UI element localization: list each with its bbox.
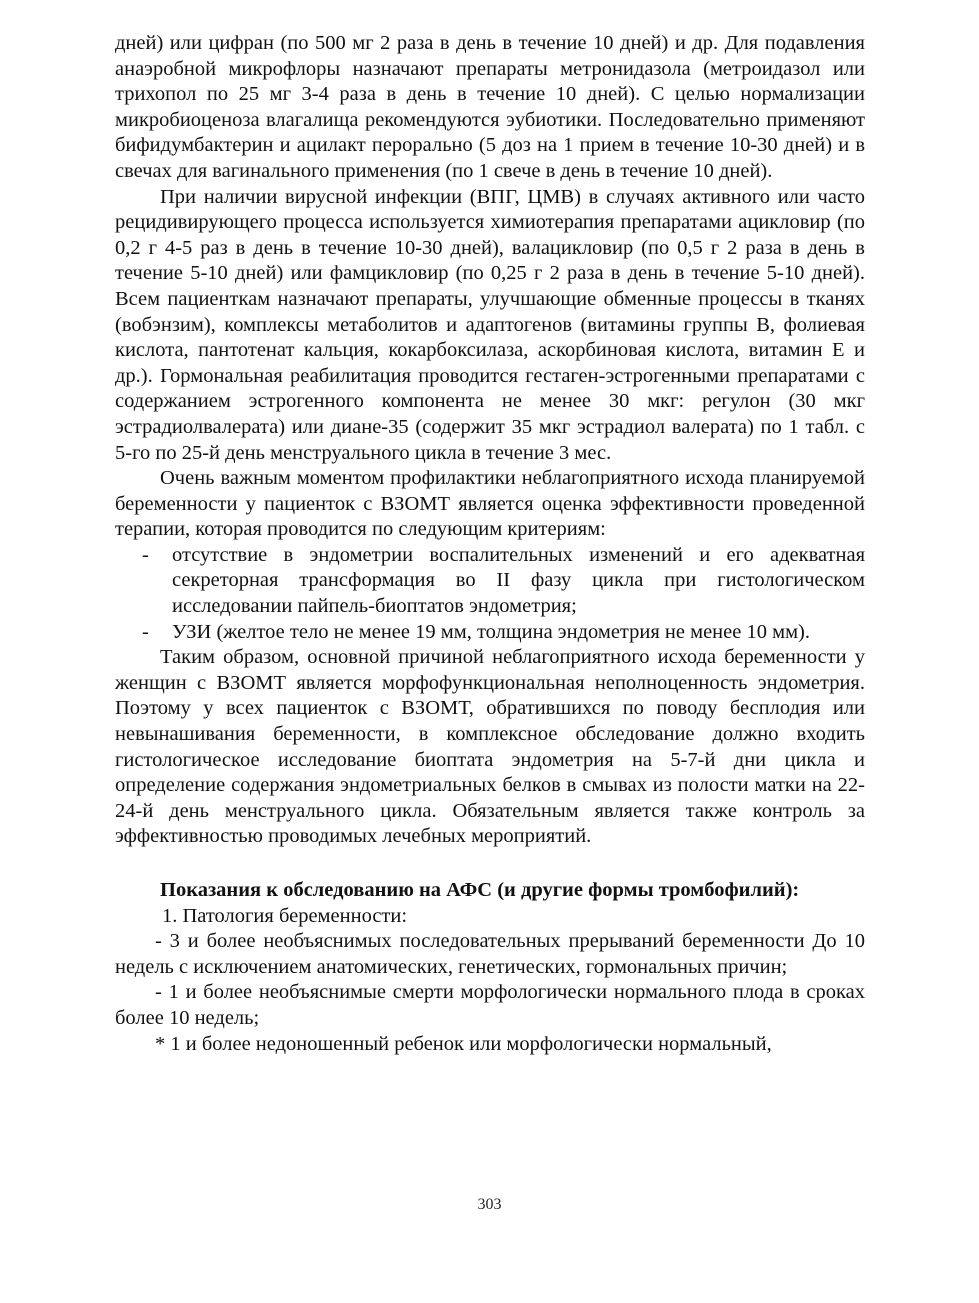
section-heading: Показания к обследованию на АФС (и другие формы тромбофилий): — [160, 879, 800, 901]
subheading-pregnancy-pathology: 1. Патология беременности: — [162, 904, 408, 927]
indication-item: * 1 и более недоношенный ребенок или морфологически нормальный, — [155, 1032, 772, 1055]
list-marker: - — [142, 620, 149, 643]
page-body — [115, 31, 865, 1057]
criteria-text: УЗИ (желтое тело не менее 19 мм, толщина эндометрия не менее 10 мм). — [172, 620, 810, 643]
indication-item: - 1 и более необъяснимые смерти морфологически нормального плода в сроках более 10 недель; — [115, 981, 865, 1029]
criteria-item — [115, 620, 865, 646]
page-number: 303 — [477, 1196, 502, 1213]
paragraph-viral-infection: При наличии вирусной инфекции (ВПГ, ЦМВ) в случаях активного или часто рецидивирующего процесса используется химиотерапия препаратами ацикловир (по 0,2 г 4-5 раз в день в течение 10-30 дней), валацикловир (по 0,5 г 2 раза в день в течение 5-10 дней) или фамцикловир (по 0,25 г 2 раза в день в течение 5-10 дней). Всем пациенткам назначают препараты, улучшающие обменные процессы в тканях (вобэнзим), комплексы метаболитов и адаптогенов (витамины группы В, фолиевая кислота, пантотенат кальция, кокарбоксилаза, аскорбиновая кислота, витамин Е и др.). Гормональная реабилитация проводится гестаген-эстрогенными препаратами с содержанием эстрогенного компонента не менее 30 мкг: регулон (30 мкг эстрадиолвалерата) или диане-35 (содержит 35 мкг эстрадиол валерата) по 1 табл. с 5-го по 25-й день менструального цикла в течение 3 мес. — [115, 185, 865, 464]
indication-item: - 3 и более необъяснимых последовательных прерываний беременности До 10 недель с исключением анатомических, генетических, гормональных причин; — [115, 930, 865, 978]
criteria-item — [115, 543, 865, 620]
paragraph-conclusion: Таким образом, основной причиной неблагоприятного исхода беременности у женщин с ВЗОМТ является морфофункциональная неполноценность эндометрия. Поэтому у всех пациенток с ВЗОМТ, обратившихся по поводу бесплодия или невынашивания беременности, в комплексное обследование должно входить гистологическое исследование биоптата эндометрия на 5-7-й дни цикла и определение содержания эндометриальных белков в смывах из полости матки на 22-24-й день менструального цикла. Обязательным является также контроль за эффективностью проводимых лечебных мероприятий. — [115, 646, 865, 848]
paragraph-treatment: дней) или цифран (по 500 мг 2 раза в день в течение 10 дней) и др. Для подавления анаэробной микрофлоры назначают препараты метронидазола (метроидазол или трихопол по 25 мг 3-4 раза в день в течение 10 дней). С целью нормализации микробиоценоза влагалища рекомендуются эубиотики. Последовательно применяют бифидумбактерин и ацилакт перорально (5 доз на 1 прием в течение 10-30 дней) и в свечах для вагинального применения (по 1 свече в день в течение 10 дней). — [115, 32, 865, 182]
paragraph-efficacy-criteria: Очень важным моментом профилактики неблагоприятного исхода планируемой беременности у пациенток с ВЗОМТ является оценка эффективности проведенной терапии, которая проводится по следующим критериям: — [115, 467, 865, 541]
list-marker: - — [142, 543, 149, 566]
criteria-text: отсутствие в эндометрии воспалительных изменений и его адекватная секреторная трансформация во II фазу цикла при гистологическом исследовании пайпель-биоптатов эндометрия; — [172, 543, 865, 618]
